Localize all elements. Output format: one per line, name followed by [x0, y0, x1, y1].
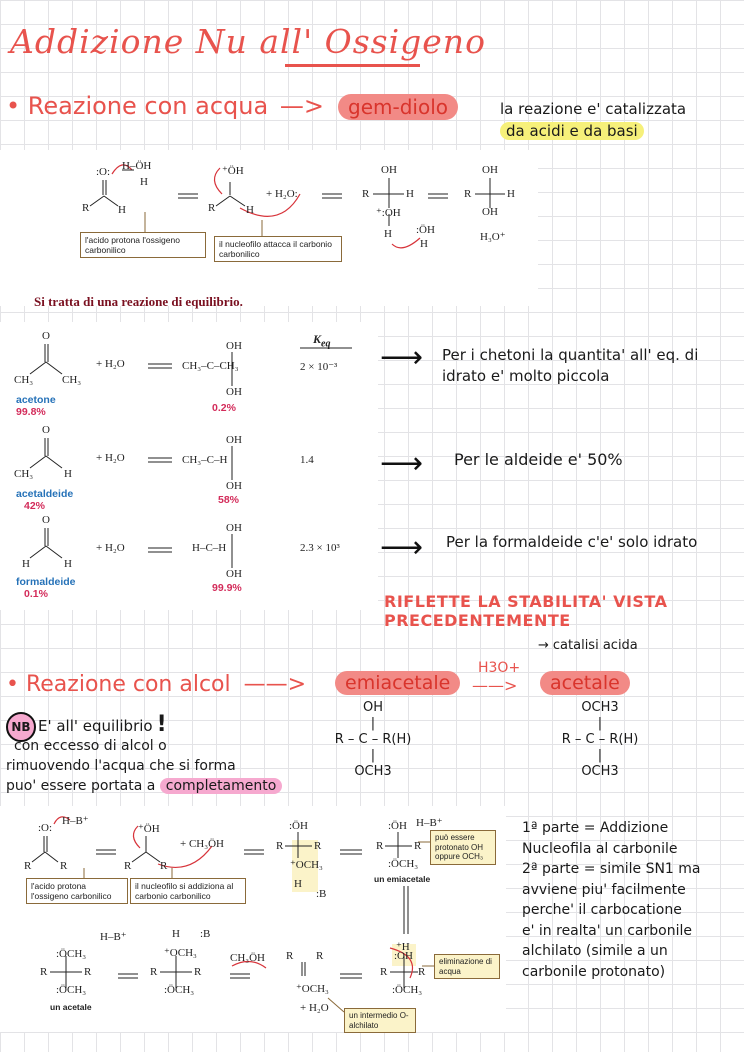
hydration-table-figure: $K_{eq}$ O CH₃ CH₃ + H₂O OH CH₃–C–CH₃ OH 2 × 10⁻³ acetone 99.8% 0.2% O CH₃ H + H₂O OH CH₃–C–H OH 1.4 acetaldeide 42% 58% O H H + H₂O OH H–C–H OH 2.3 × 10³ formaldeide 0.1% 99.9% [0, 322, 378, 610]
title-underline [285, 64, 420, 67]
side-note-line: carbonile protonato) [522, 963, 666, 980]
nb-line1: E' all' equilibrio [38, 717, 153, 735]
callout-acid-protonates-2: l'acido protona l'ossigeno carbonilico [26, 878, 128, 904]
arrow-right-icon: ⟶ [380, 446, 424, 481]
water-byproduct: + H₂O [300, 1002, 329, 1014]
side-note-line: 1ª parte = Addizione [522, 820, 669, 836]
row1-name: acetone [16, 394, 56, 406]
title-text: Addizione Nu all' Ossigeno [10, 22, 486, 61]
row3-name: formaldeide [16, 576, 76, 588]
gem-diol-label: gem-diolo [338, 94, 458, 120]
callout-nucleophile-adds: il nucleofilo si addiziona al carbonio carbonilico [130, 878, 246, 904]
nb-line3: rimuovendo l'acqua che si forma [6, 758, 236, 774]
row2-pct-right: 58% [218, 494, 240, 506]
arrow-right-icon: ⟶ [380, 340, 424, 375]
h3o-label: H3O+ [478, 660, 521, 676]
nb-line4: puo' essere portata a completamento [6, 778, 282, 794]
gem-diol-pill [338, 95, 458, 119]
side-note-line: alchilato (simile a un [522, 943, 668, 959]
acid-catalysis-text: catalisi acida [552, 638, 638, 653]
hemiacetal-pill [335, 672, 460, 694]
catalysis-note [500, 98, 686, 142]
row1-pct-left: 99.8% [16, 406, 46, 418]
row2-name: acetaldeide [16, 488, 74, 500]
comment-ketones: Per i chetoni la quantita' all' eq. di idrato e' molto piccola [442, 346, 699, 385]
arrow-right-icon: ⟶ [380, 530, 424, 565]
row1-keq: 2 × 10⁻³ [300, 361, 338, 373]
callout-acid-protonates: l'acido protona l'ossigeno carbonilico [80, 232, 206, 258]
comment-formaldehyde: Per la formaldeide c'e' solo idrato [446, 533, 698, 551]
catalysis-note-line1: la reazione e' catalizzata [500, 100, 687, 118]
row3-pct-left: 0.1% [24, 588, 48, 600]
hydration-mechanism-svg [0, 150, 538, 306]
row1-water: + H₂O [96, 358, 125, 370]
section-water-heading: • Reazione con acqua —> [6, 92, 324, 120]
row3-water: + H₂O [96, 542, 125, 554]
hemiacetal-formula: OH | R – C – R(H) | OCH3 [334, 700, 412, 779]
callout-water-elimination: eliminazione di acqua [434, 954, 500, 979]
acetal-pill [540, 672, 630, 694]
row3-pct-right: 99.9% [212, 582, 242, 594]
keq-header: K [313, 332, 322, 346]
equilibrium-caption: Si tratta di una reazione di equilibrio. [34, 294, 243, 309]
acetal-mechanism-figure: :O: H–B⁺ R R ⁺ÖH R R + CH₃ÖH :ÖH R R ⁺OCH₃ H :B :ÖH H–B⁺ R R :ÖCH₃ un emiacetale può essere protonato OH oppure OCH₃ l'acido protona l'ossigeno carbonilico il nucleofilo si addiziona al carbonio carbonilico H–B⁺ :ÖCH₃ R R :ÖCH₃ un acetale H :B ⁺OCH₃ R R :ÖCH₃ CH₃ÖH R R ⁺OCH₃ + H₂O ⁺H :OH R R :ÖCH₃ eliminazione di acqua un intermedio O-alchilato [0, 806, 506, 1032]
section-alcohol-heading: • Reazione con alcol ——> [6, 672, 307, 697]
arrow-to-acetal: ——> [472, 676, 518, 695]
callout-protonation: può essere protonato OH oppure OCH₃ [430, 830, 496, 865]
water-reagent: + H₂O: [266, 188, 298, 200]
hydration-mechanism-figure: :O: H–ÖH H R H ⁺ÖH R H + H₂O: OH R H ⁺:OH H :ÖH H OH R H OH H₃O⁺ l'acido protona l'ossigeno carbonilico il nucleofilo attacca il carbonio carbonilico Si tratta di una reazione di equilibrio. [0, 150, 538, 306]
side-note-line: Nucleofila al carbonile [522, 840, 678, 857]
acid-catalysis-note: → catalisi acida [538, 638, 638, 653]
row2-keq: 1.4 [300, 454, 314, 466]
nb-note: E' all' equilibrio ! [38, 712, 167, 737]
side-note-line: e' in realta' un carbonile [522, 922, 692, 939]
row3-keq: 2.3 × 10³ [300, 542, 340, 554]
reflect-stability-note: RIFLETTE LA STABILITA' VISTA PRECEDENTEMENTE [384, 592, 668, 630]
page-title [10, 22, 486, 61]
callout-nucleophile-attacks: il nucleofilo attacca il carbonio carbonilico [214, 236, 342, 262]
methanol-reagent: + CH₃ÖH [180, 838, 224, 850]
row1-pct-right: 0.2% [212, 402, 236, 414]
hemiacetal-caption: un emiacetale [374, 874, 431, 884]
catalysis-note-line2: da acidi e da basi [500, 122, 644, 140]
row2-water: + H₂O [96, 452, 125, 464]
comment-aldehydes: Per le aldeide e' 50% [454, 450, 623, 469]
acetal-caption: un acetale [50, 1002, 92, 1012]
keq-sub: eq [321, 338, 331, 350]
acetal-formula: OCH3 | R – C – R(H) | OCH3 [561, 700, 639, 779]
hemiacetal-label: emiacetale [335, 671, 460, 695]
callout-o-alkylated: un intermedio O-alchilato [344, 1008, 416, 1033]
completion-highlight: completamento [160, 778, 283, 794]
acetal-label: acetale [540, 671, 630, 695]
mechanism-side-note [522, 818, 701, 982]
nb-badge: NB [6, 712, 36, 742]
side-note-line: 2ª parte = simile SN1 ma [522, 861, 701, 877]
row2-pct-left: 42% [24, 500, 46, 512]
nb-line2: con eccesso di alcol o [14, 738, 167, 754]
side-note-line: avviene piu' facilmente [522, 881, 686, 898]
side-note-line: perche' il carbocatione [522, 902, 682, 918]
